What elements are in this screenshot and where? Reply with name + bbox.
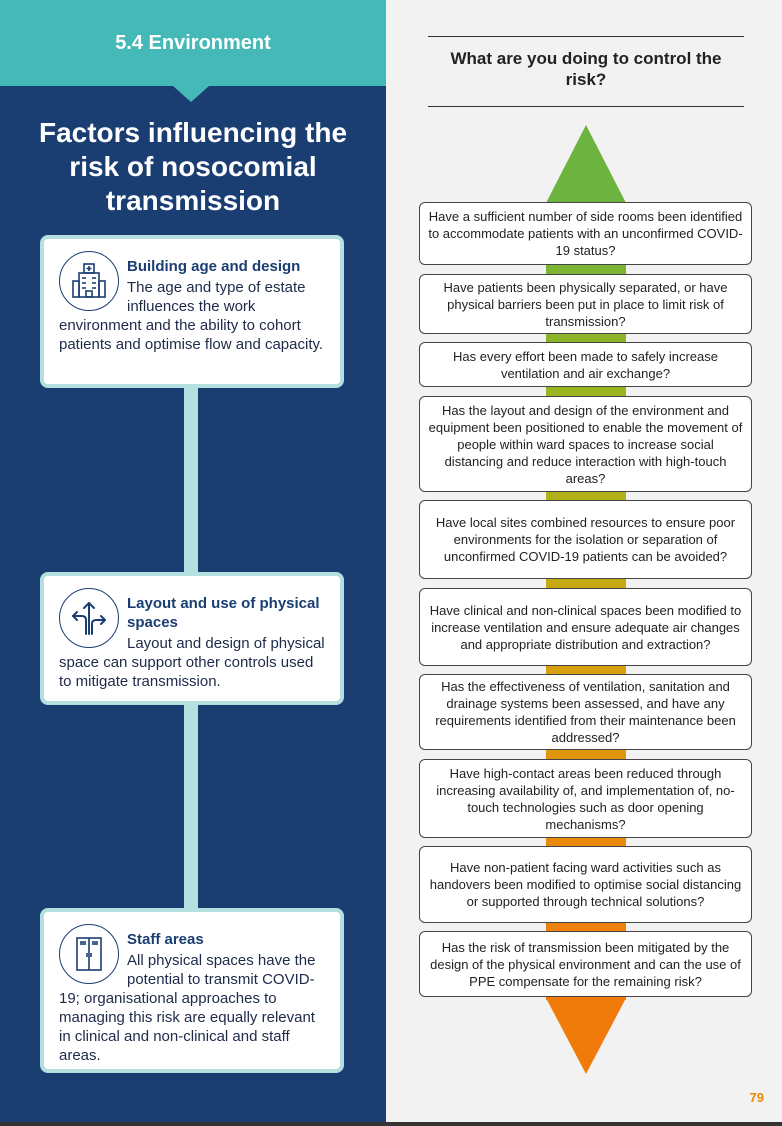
section-tab-pointer [173,86,209,102]
page-number: 79 [749,1090,764,1105]
left-panel [0,0,386,1126]
question-box: Have patients been physically separated, or have physical barriers been put in place to limit risk of transmission? [419,274,752,334]
factor-card-staff [40,908,344,1073]
question-box: Has every effort been made to safely increase ventilation and air exchange? [419,342,752,387]
factor-card-title: Layout and use of physical spaces [127,595,320,631]
factor-card-title: Building age and design [127,258,301,275]
question-box: Has the effectiveness of ventilation, sanitation and drainage systems been assessed, and have any requirements identified from their maintenance been addressed? [419,674,752,750]
section-label: 5.4 Environment [0,0,386,86]
factor-card-body: All physical spaces have the potential to transmit COVID-19; organisational approaches to managing this risk are equally relevant in clinical and non-clinical and staff areas. [59,952,316,1064]
factor-card-building [40,235,344,388]
risk-arrow-head-down [546,998,626,1074]
question-box: Have local sites combined resources to ensure poor environments for the isolation or separation of unconfirmed COVID-19 patients can be avoided? [419,500,752,579]
question-box: Have high-contact areas been reduced through increasing availability of, and implementation of, no-touch technologies such as door opening mechanisms? [419,759,752,838]
hospital-building-icon [59,251,119,311]
card-connector [184,704,198,910]
risk-arrow-head-up [546,125,626,203]
factors-title: Factors influencing the risk of nosocomial transmission [38,117,348,216]
bottom-border [0,1122,782,1126]
header-rule [428,106,744,107]
question-box: Have clinical and non-clinical spaces been modified to increase ventilation and ensure adequate air changes and appropriate distribution and extraction? [419,588,752,666]
factor-card-body: Layout and design of physical space can support other controls used to mitigate transmission. [59,635,325,690]
question-box: Has the risk of transmission been mitigated by the design of the physical environment and can the use of PPE compensate for the remaining risk? [419,931,752,997]
factor-card-body: The age and type of estate influences the work environment and the ability to cohort patients and optimise flow and capacity. [59,279,324,353]
card-connector [184,386,198,574]
question-box: Have non-patient facing ward activities such as handovers been modified to optimise social distancing or supported through technical solutions? [419,846,752,923]
staff-lockers-icon [59,924,119,984]
branching-arrows-icon [59,588,119,648]
factor-card-title: Staff areas [127,931,204,948]
question-box: Has the layout and design of the environment and equipment been positioned to enable the movement of people within ward spaces to increase social distancing and reduce interaction with high-touch areas? [419,396,752,492]
questions-header: What are you doing to control the risk? [450,49,722,89]
factor-card-layout [40,572,344,705]
header-rule [428,36,744,37]
question-box: Have a sufficient number of side rooms been identified to accommodate patients with an unconfirmed COVID-19 status? [419,202,752,265]
